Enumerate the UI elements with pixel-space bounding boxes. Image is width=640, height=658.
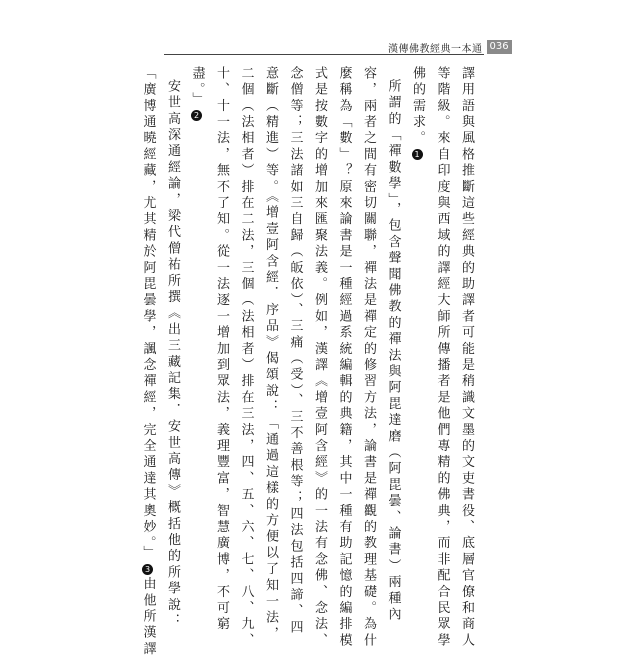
text-column: 十、十一法，無不了知。從一法逐一增加到眾法，義理豐富，智慧廣博，不可窮 <box>214 66 229 633</box>
text-column: 麼稱為「數」？原來論書是一種經過系統編輯的典籍，其中一種有助記憶的編排模 <box>336 66 352 650</box>
page-number: 036 <box>487 40 512 54</box>
footnote-marker: 1 <box>412 149 423 160</box>
text-column: 佛的需求。1 <box>410 66 425 159</box>
text-column: 所謂的「禪數學」，包含聲聞佛教的禪法與阿毘達磨（阿毘曇、論書）兩種內 <box>385 79 401 624</box>
running-header <box>388 40 512 54</box>
text-column: 意斷（精進）等。《增壹阿含經．序品》偈頌說：「通過這樣的方便以了知一法， <box>263 66 278 643</box>
text-column: 盡。」2 <box>189 66 205 121</box>
footnote-marker: 3 <box>142 564 153 575</box>
footnote-marker: 2 <box>191 110 202 121</box>
vertical-text-body <box>135 66 478 658</box>
text-column: 式是按數字的增加來匯聚法義。例如，漢譯《增壹阿含經》的一法有念佛、念法、 <box>312 66 327 650</box>
text-column: 安世高深通經論，梁代僧祐所撰《出三藏記集．安世高傳》概括他的所學說： <box>165 79 180 630</box>
text-column: 念僧等；三法諸如三自歸（皈依）、三痛（受）、三不善根等；四法包括四諦、四 <box>287 66 303 637</box>
book-title: 漢傳佛教經典一本通 <box>388 43 483 55</box>
text-column: 等階級。來自印度與西域的譯經大師所傳播者是他們專精的佛典，而非配合民眾學 <box>434 66 450 650</box>
text-column: 容，兩者之間有密切關聯，禪法是禪定的修習方法，論書是禪觀的教理基礎。為什 <box>361 66 376 650</box>
header-divider <box>164 54 484 55</box>
text-column: 二個（法相者）排在二法，三個（法相者）排在三法，四、五、六、七、八、九、 <box>238 66 254 650</box>
text-column: 譯用語與風格推斷這些經典的助譯者可能是稍識文墨的文吏書役、底層官僚和商人 <box>459 66 474 650</box>
text-column: 「廣博通曉經藏，尤其精於阿毘曇學，諷念禪經，完全通達其奧妙。」3由他所漢譯 <box>140 66 156 658</box>
